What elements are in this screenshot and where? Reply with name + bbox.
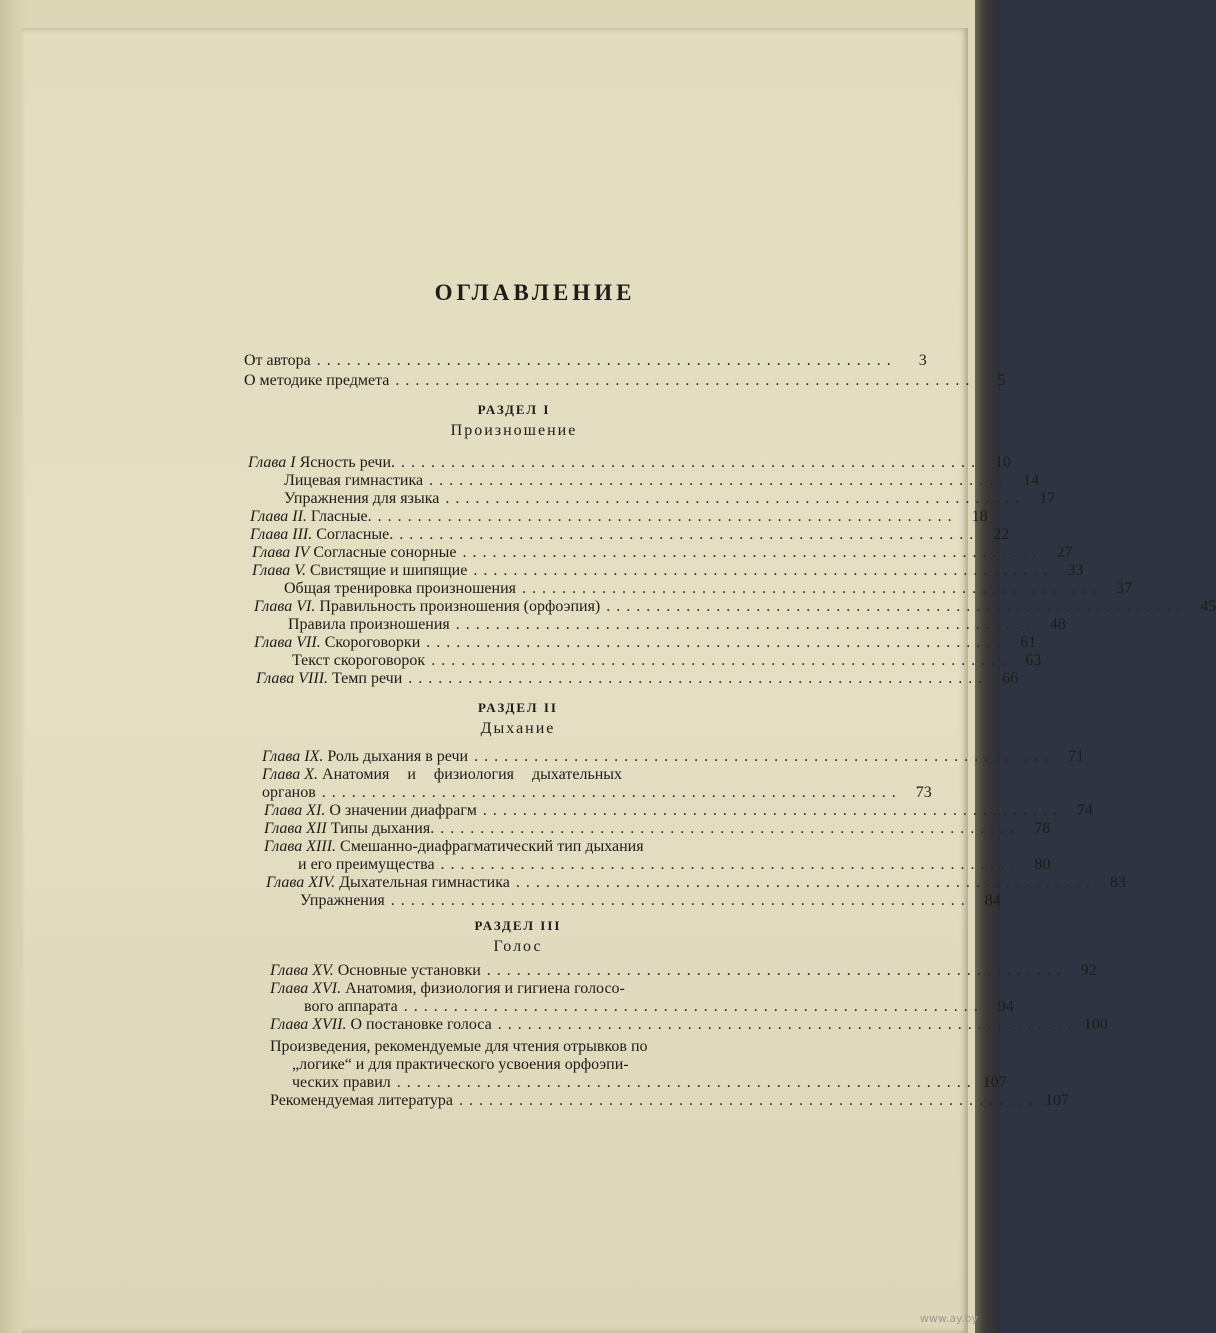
toc-entry: Текст скороговорок .......................................................... 63	[292, 652, 1042, 669]
leader-dots: ..........................................................	[408, 670, 989, 687]
leader-dots: ..........................................................	[462, 544, 1043, 561]
toc-entry: Глава VIII. Темп речи .......................................................... 66	[256, 670, 1019, 687]
leader-dots: ..........................................................	[377, 508, 958, 525]
toc-entry: Глава VII. Скороговорки .......................................................... 61	[254, 634, 1037, 651]
toc-entry: вого аппарата .......................................................... 94	[304, 998, 1014, 1015]
section-name: Голос	[493, 938, 543, 955]
leader-dots: ..........................................................	[497, 1016, 1078, 1033]
section-label: РАЗДЕЛ I	[477, 402, 551, 417]
toc-entry: Глава XVI. Анатомия, физиология и гигиена голосо-	[270, 980, 625, 997]
leader-dots: ..........................................................	[401, 454, 982, 471]
leader-dots: ..........................................................	[515, 874, 1096, 891]
leader-dots: ..........................................................	[473, 562, 1054, 579]
toc-entry: Глава V. Свистящие и шипящие .......................................................... 33	[252, 562, 1084, 579]
toc-entry: Произведения, рекомендуемые для чтения отрывков по	[270, 1038, 648, 1055]
leader-dots: ..........................................................	[426, 634, 1007, 651]
toc-entry: Глава XIV. Дыхательная гимнастика .......................................................... 83	[266, 874, 1126, 891]
leader-dots: ..........................................................	[486, 962, 1067, 979]
leader-dots: ..........................................................	[431, 652, 1012, 669]
toc-entry: Глава XI. О значении диафрагм .......................................................... 74	[264, 802, 1093, 819]
toc-entry: Глава X. Анатомия и физиология дыхательных	[262, 766, 623, 783]
toc-entry: Лицевая гимнастика .......................................................... 14	[284, 472, 1040, 489]
toc-entry: Глава XVII. О постановке голоса .......................................................... 100	[270, 1016, 1108, 1033]
section-name: Произношение	[450, 422, 578, 439]
leader-dots: ..........................................................	[455, 616, 1036, 633]
page-title: ОГЛАВЛЕНИЕ	[434, 280, 636, 305]
toc-entry: Глава XII Типы дыхания. .......................................................... 78	[264, 820, 1051, 837]
leader-dots: ..........................................................	[606, 598, 1187, 615]
section-name: Дыхание	[480, 720, 556, 737]
leader-dots: ..........................................................	[321, 784, 902, 801]
toc-entry: Глава III. Согласные. .......................................................... 22	[250, 526, 1010, 543]
toc-entry: Глава XV. Основные установки .......................................................... 92	[270, 962, 1097, 979]
toc-entry: О методике предмета .......................................................... 5	[244, 372, 1006, 389]
leader-dots: ..........................................................	[396, 1074, 977, 1091]
leader-dots: ..........................................................	[440, 856, 1021, 873]
toc-entry: Глава IX. Роль дыхания в речи .......................................................... 71	[262, 748, 1085, 765]
toc-entry: Глава II. Гласные. .......................................................... 18	[250, 508, 988, 525]
toc-entry: Глава XIII. Смешанно-диафрагматический тип дыхания	[264, 838, 644, 855]
leader-dots: ..........................................................	[445, 490, 1026, 507]
toc-entry: ческих правил .......................................................... 107	[292, 1074, 1007, 1091]
toc-entry: Упражнения .......................................................... 84	[300, 892, 1001, 909]
watermark: www.ay.by	[919, 1312, 978, 1325]
toc-entry: „логике“ и для практического усвоения орфоэпи-	[292, 1056, 629, 1073]
leader-dots: ..........................................................	[429, 472, 1010, 489]
leader-dots: ..........................................................	[458, 1092, 1039, 1109]
leader-dots: ..........................................................	[316, 352, 897, 369]
leader-dots: ..........................................................	[474, 748, 1055, 765]
section-label: РАЗДЕЛ II	[478, 700, 558, 715]
leader-dots: ..........................................................	[482, 802, 1063, 819]
toc-entry: От автора .......................................................... 3	[244, 352, 927, 369]
leader-dots: ..........................................................	[399, 526, 980, 543]
leader-dots: ..........................................................	[440, 820, 1021, 837]
toc-entry: Рекомендуемая литература .......................................................... 107	[270, 1092, 1069, 1109]
section-label: РАЗДЕЛ III	[474, 918, 562, 933]
toc-entry: Глава VI. Правильность произношения (орфоэпия) .......................................................... 45	[254, 598, 1216, 615]
toc-entry: органов .......................................................... 73	[262, 784, 932, 801]
toc-entry: Правила произношения .......................................................... 48	[288, 616, 1066, 633]
leader-dots: ..........................................................	[390, 892, 971, 909]
table-of-contents	[22, 28, 1216, 1333]
leader-dots: ..........................................................	[403, 998, 984, 1015]
toc-entry: и его преимущества .......................................................... 80	[298, 856, 1051, 873]
toc-entry: Глава I Ясность речи. .......................................................... 10	[248, 454, 1012, 471]
book-page	[22, 28, 1216, 1333]
toc-entry: Упражнения для языка .......................................................... 17	[284, 490, 1056, 507]
toc-entry: Глава IV Согласные сонорные .......................................................... 27	[252, 544, 1073, 561]
leader-dots: ..........................................................	[522, 580, 1102, 597]
toc-entry: Общая тренировка произношения .......................................................... 37	[284, 580, 1132, 597]
leader-dots: ..........................................................	[395, 372, 976, 389]
